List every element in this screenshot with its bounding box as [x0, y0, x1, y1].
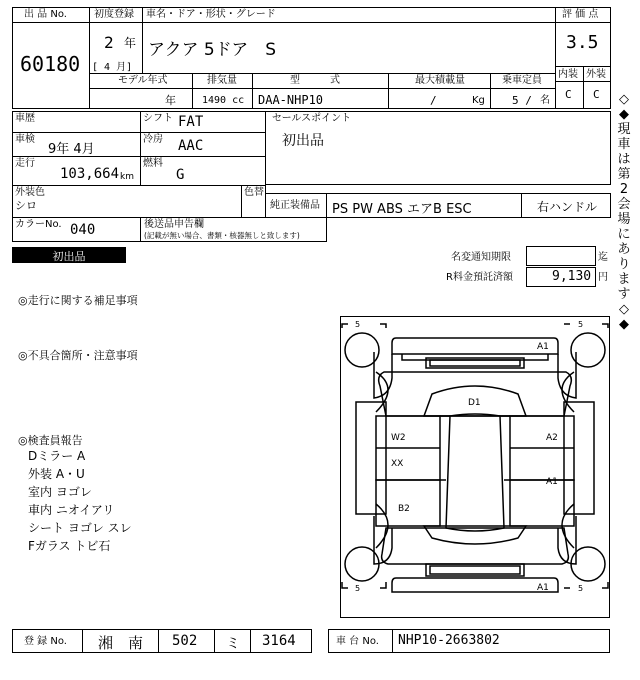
load-value: /	[430, 94, 437, 107]
steering-value: 右ハンドル	[537, 200, 598, 214]
damage-mark: A1	[537, 342, 549, 352]
damage-mark: A2	[546, 433, 558, 443]
sales-point: 初出品	[282, 133, 324, 149]
registration-class: 502	[172, 633, 198, 649]
score-label: 評 価 点	[562, 9, 599, 20]
capacity-value: 5 /	[512, 94, 532, 107]
inspector-line: 室内 ヨゴレ	[28, 485, 92, 499]
remark-driving: ◎走行に関する補足事項	[18, 294, 138, 307]
equipment-label: 純正装備品	[270, 200, 320, 211]
inspector-line: 車内 ニオイアリ	[28, 503, 115, 517]
mileage-value: 103,664	[60, 166, 120, 182]
registration-number: 3164	[262, 633, 296, 649]
type-label: 型 式	[290, 75, 340, 86]
exterior-label: 外装	[586, 69, 606, 80]
details-left	[12, 111, 266, 218]
exterior-score: C	[593, 88, 600, 101]
change-deadline-label: 名変通知期限	[451, 252, 511, 263]
first-reg-year: 2	[104, 33, 114, 52]
ac-label: 冷房	[143, 134, 163, 145]
shift-value: FAT	[178, 114, 204, 130]
car-name: アクア 5ドア S	[148, 40, 276, 60]
tire-label: 5	[578, 584, 584, 593]
chassis-number: NHP10-2663802	[398, 633, 500, 648]
sales-point-label: セールスポイント	[272, 113, 352, 124]
car-name-label: 車名・ドア・形状・グレード	[146, 9, 276, 20]
model-year-unit: 年	[165, 94, 176, 107]
recycle-unit: 円	[598, 272, 608, 283]
remark-inspector: ◎検査員報告	[18, 434, 83, 447]
damage-mark: A1	[537, 583, 549, 593]
ext-color-label: 外装色	[15, 187, 45, 198]
recycle-label: R料金預託済額	[446, 272, 513, 283]
inspection-label: 車検	[15, 134, 35, 145]
registration-region: 湘 南	[98, 634, 144, 652]
chassis-label: 車 台 No.	[336, 636, 379, 647]
docs-note: (記載が無い場合、書類・核器無しと致します)	[144, 231, 300, 240]
model-year-label: モデル年式	[118, 75, 168, 86]
capacity-label: 乗車定員	[502, 75, 542, 86]
mileage-unit: km	[120, 172, 134, 182]
car-diagram	[340, 316, 610, 618]
lot-number: 60180	[20, 52, 81, 76]
side-notice: ◇◆現車は第2会場にあります◇◆	[617, 92, 631, 332]
history-label: 車歴	[15, 113, 35, 124]
tire-label: 5	[355, 320, 361, 329]
change-deadline-unit: 迄	[598, 252, 608, 263]
inspector-line: 外装 A・U	[28, 467, 85, 481]
load-unit: Kg	[472, 95, 485, 106]
fuel-label: 燃料	[143, 158, 163, 169]
recycle-value: 9,130	[552, 269, 592, 284]
displacement: 1490 cc	[202, 95, 245, 106]
color-no-value: 040	[70, 222, 96, 238]
registration-kana: ミ	[226, 636, 240, 652]
interior-score: C	[565, 88, 572, 101]
year-unit: 年	[124, 36, 137, 50]
inspector-line: Fガラス トビ石	[28, 539, 111, 553]
banner-text: 初出品	[52, 250, 86, 263]
ac-value: AAC	[178, 138, 204, 154]
tire-label: 5	[355, 584, 361, 593]
color-no-label: カラーNo.	[15, 219, 62, 230]
docs-label: 後送品申告欄	[144, 219, 204, 230]
recolor-label: 色替	[244, 187, 264, 198]
inspection-value: 9年 4月	[48, 142, 95, 157]
change-deadline-box	[526, 246, 596, 266]
model-type: DAA-NHP10	[258, 93, 324, 107]
interior-label: 内装	[558, 69, 578, 80]
damage-mark: XX	[391, 459, 404, 469]
displacement-label: 排気量	[207, 75, 237, 86]
registration-label: 登 録 No.	[24, 636, 67, 647]
damage-mark: D1	[468, 398, 481, 408]
remark-defects: ◎不具合箇所・注意事項	[18, 349, 138, 362]
shift-label: シフト	[143, 113, 173, 124]
mileage-label: 走行	[15, 158, 35, 169]
tire-label: 5	[578, 320, 584, 329]
inspector-line: Dミラー A	[28, 449, 86, 463]
overall-score: 3.5	[566, 32, 599, 53]
damage-mark: B2	[398, 504, 410, 514]
fuel-value: G	[176, 167, 185, 183]
lot-label: 出 品 No.	[24, 9, 67, 20]
first-reg-label: 初度登録	[94, 9, 134, 20]
equipment-value: PS PW ABS エアB ESC	[332, 202, 472, 217]
damage-mark: A1	[546, 477, 558, 487]
capacity-unit: 名	[540, 95, 550, 106]
load-label: 最大積載量	[415, 75, 465, 86]
first-reg-month: [ 4 月]	[92, 62, 133, 73]
damage-mark: W2	[391, 433, 406, 443]
ext-color-value: シロ	[15, 199, 37, 212]
inspector-line: シート ヨゴレ スレ	[28, 521, 132, 535]
